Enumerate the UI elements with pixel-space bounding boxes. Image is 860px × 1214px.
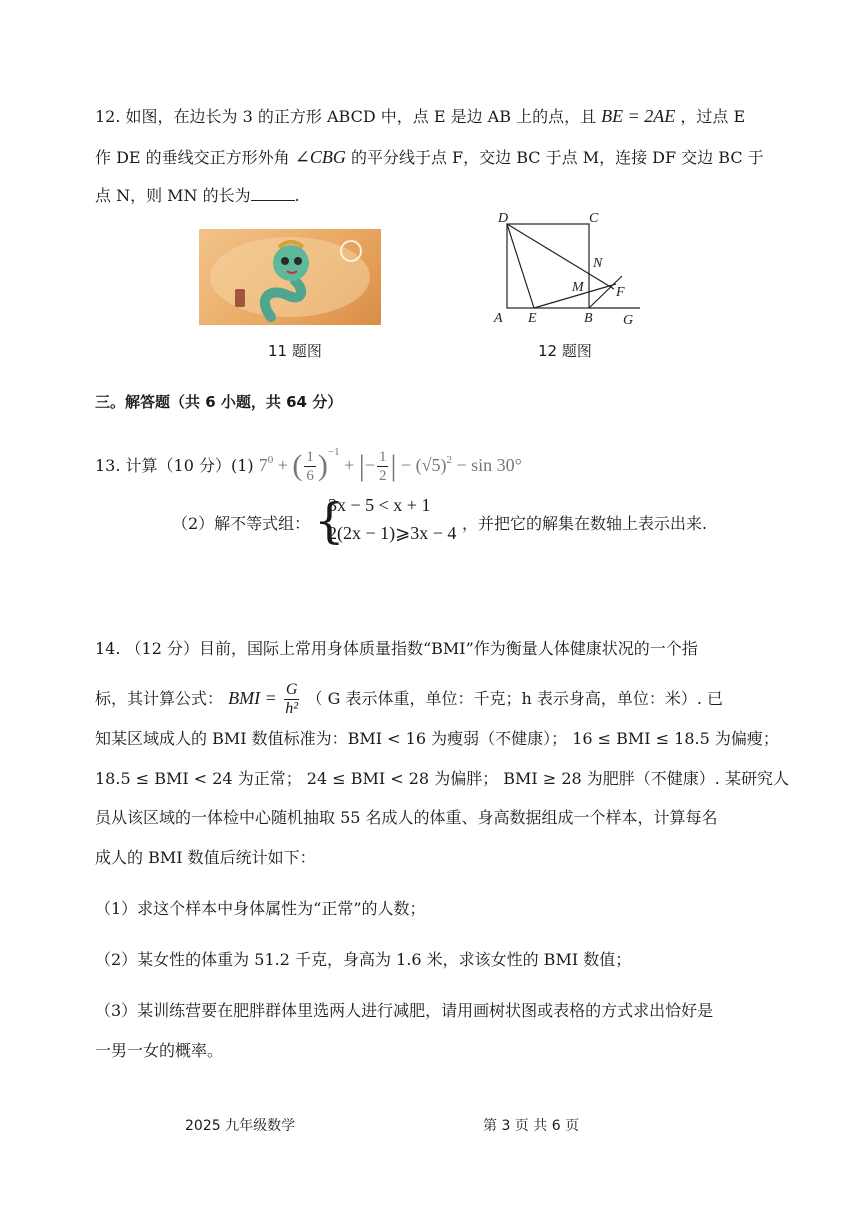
q14-line4: 18.5 ≤ BMI < 24 为正常； 24 ≤ BMI < 28 为偏胖； BMI ≥ 28 为肥胖（不健康）. 某研究人 xyxy=(95,769,789,788)
q12-text4: 点 N，则 MN 的长为 xyxy=(95,186,251,205)
label-m: M xyxy=(572,280,584,295)
q14-sub2: （2）某女性的体重为 51.2 千克，身高为 1.6 米，求该女性的 BMI 数值； xyxy=(95,950,632,969)
fig12-diagram xyxy=(490,210,650,330)
frac-num: 1 xyxy=(306,449,314,466)
label-d: D xyxy=(498,211,509,226)
footer-page-number: 第 3 页 共 6 页 xyxy=(483,1118,580,1134)
exp-0: 0 xyxy=(267,454,274,466)
q13-part2-tail: ，并把它的解集在数轴上表示出来. xyxy=(462,514,708,533)
answer-blank xyxy=(251,186,295,201)
q14-sub1: （1）求这个样本中身体属性为“正常”的人数； xyxy=(95,899,426,918)
label-f: F xyxy=(616,285,625,300)
label-b: B xyxy=(584,311,593,326)
q12-line1 xyxy=(95,106,745,127)
op-minus: − xyxy=(400,455,412,475)
q12-text2: 作 DE 的垂线交正方形外角 xyxy=(95,148,290,167)
abs-num: 1 xyxy=(378,449,387,466)
exp-2: 2 xyxy=(446,454,452,466)
paren-open: ( xyxy=(292,449,303,482)
bmi-num: G xyxy=(285,681,298,698)
label-g: G xyxy=(623,313,634,328)
bmi-lhs: BMI = xyxy=(228,688,277,708)
bmi-fraction xyxy=(284,681,300,718)
q13-label: 13. 计算（10 分）(1) xyxy=(95,456,254,475)
q13-part2-label: （2）解不等式组： xyxy=(172,514,311,533)
q14-line6: 成人的 BMI 数值后统计如下： xyxy=(95,848,316,867)
inequality-1: 3x − 5 < x + 1 xyxy=(328,495,431,515)
label-a: A xyxy=(494,311,503,326)
frac-1-6 xyxy=(304,448,316,485)
sin30-term: − sin 30° xyxy=(456,455,522,475)
q14-formula-label: 标，其计算公式： xyxy=(95,689,224,708)
q12-text3: 的平分线于点 F，交边 BC 于点 M，连接 DF 交边 BC 于 xyxy=(350,148,764,167)
footer-subject: 2025 九年级数学 xyxy=(185,1118,296,1134)
q13-expression xyxy=(258,446,522,485)
exp-neg1: −1 xyxy=(327,446,340,458)
q12-equation: BE = 2AE xyxy=(601,106,676,126)
q14-sub3a: （3）某训练营要在肥胖群体里选两人进行减肥，请用画树状图或表格的方式求出恰好是 xyxy=(95,1001,714,1020)
section3-heading: 三。解答题（共 6 小题，共 64 分） xyxy=(95,393,343,411)
q13-line1 xyxy=(95,432,522,485)
angle-cbg: ∠CBG xyxy=(294,147,346,167)
q14-units: （ G 表示体重，单位：千克；h 表示身高，单位：米）. 已 xyxy=(306,689,724,708)
q14-sub3b: 一男一女的概率。 xyxy=(95,1041,224,1060)
sqrt5-term: (√5) xyxy=(415,455,447,475)
term-7: 7 xyxy=(258,455,268,475)
label-e: E xyxy=(528,311,537,326)
abs-den: 2 xyxy=(378,468,387,485)
q12-line2 xyxy=(95,147,764,168)
snake-illustration xyxy=(199,229,381,325)
abs-minus: − xyxy=(364,455,375,475)
fig11-caption: 11 题图 xyxy=(268,342,322,360)
frac-den: 6 xyxy=(306,468,314,485)
abs-open: | xyxy=(358,449,365,482)
fig11-image xyxy=(199,229,381,325)
op-plus2: + xyxy=(344,455,355,475)
q14-line2 xyxy=(95,680,723,716)
brace-icon: { xyxy=(314,493,345,549)
frac-1-2 xyxy=(377,448,389,485)
paren-close: ) xyxy=(317,449,328,482)
q12-period: . xyxy=(294,186,300,205)
q12-text: 12. 如图，在边长为 3 的正方形 ABCD 中，点 E 是边 AB 上的点，且 xyxy=(95,107,597,126)
line-de xyxy=(507,224,534,308)
inequality-2: 2(2x − 1)⩾3x − 4 xyxy=(328,523,457,543)
q14-line3: 知某区域成人的 BMI 数值标准为：BMI < 16 为瘦弱（不健康）； 16 ≤ BMI ≤ 18.5 为偏瘦； xyxy=(95,729,779,748)
label-c: C xyxy=(589,211,599,226)
q14-line1: 14. （12 分）目前，国际上常用身体质量指数“BMI”作为衡量人体健康状况的一个指 xyxy=(95,639,698,658)
bmi-den: h² xyxy=(285,700,299,717)
q12-text-end: ，过点 E xyxy=(680,107,746,126)
op-plus: + xyxy=(277,455,288,475)
q14-line5: 员从该区域的一体检中心随机抽取 55 名成人的体重、身高数据组成一个样本，计算每名 xyxy=(95,808,718,827)
label-n: N xyxy=(593,256,603,271)
q12-line3 xyxy=(95,186,300,206)
abs-close: | xyxy=(390,449,397,482)
fig12-caption: 12 题图 xyxy=(538,342,592,360)
